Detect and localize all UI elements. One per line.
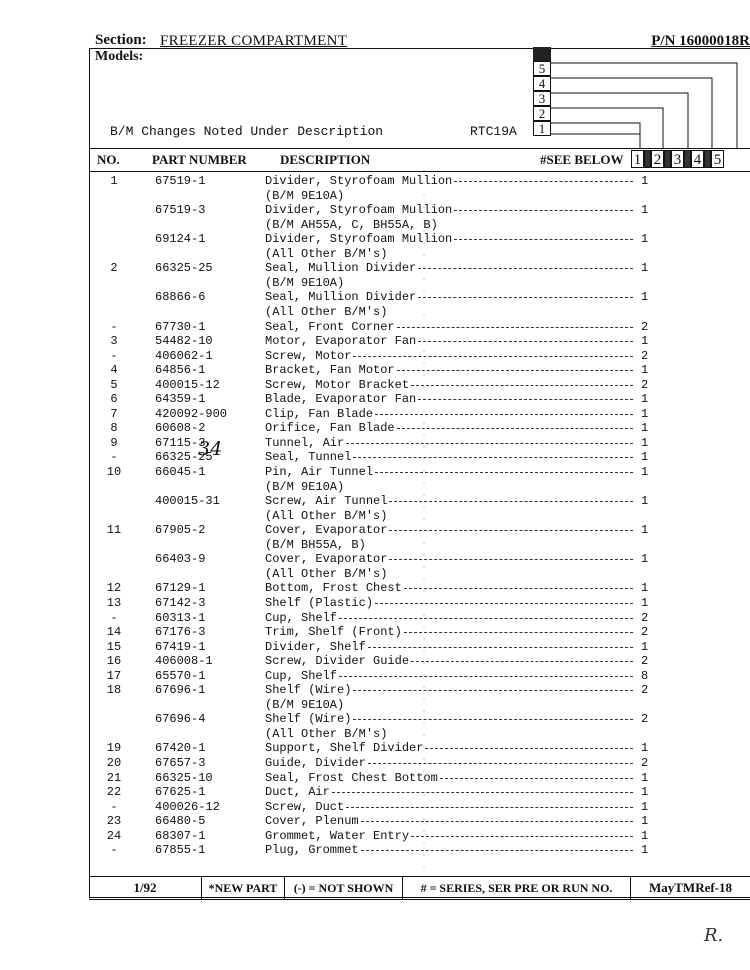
part-description: Bracket, Fan Motor (265, 363, 395, 378)
section-label: Section: (95, 32, 147, 48)
part-number: 68307-1 (155, 828, 206, 843)
part-description: Cover, Evaporator (265, 552, 388, 567)
table-row (0, 450, 750, 464)
quantity: 1 (641, 770, 649, 785)
series-box: 2 (533, 106, 551, 121)
quantity: 1 (641, 406, 649, 421)
item-number: 7 (110, 406, 118, 421)
table-row (0, 261, 750, 275)
leader-dashes (375, 603, 633, 604)
col-part-number: PART NUMBER (152, 152, 247, 167)
part-number: 67419-1 (155, 639, 206, 654)
leader-dashes (368, 763, 633, 764)
item-number: 11 (106, 523, 122, 538)
quantity: 1 (641, 363, 649, 378)
table-row (0, 741, 750, 755)
part-description: Screw, Divider Guide (265, 654, 410, 669)
part-number: 66325-10 (155, 770, 213, 785)
part-description: (B/M 9E10A) (265, 188, 345, 203)
leader-dashes (404, 632, 633, 633)
quantity: 1 (641, 828, 649, 843)
part-description: Orifice, Fan Blade (265, 421, 395, 436)
part-description: Duct, Air (265, 785, 330, 800)
part-number: 67142-3 (155, 595, 206, 610)
quantity: 1 (641, 232, 649, 247)
table-row (0, 378, 750, 392)
table-row (0, 363, 750, 377)
part-description: Grommet, Water Entry (265, 828, 410, 843)
leader-dashes (425, 748, 633, 749)
handwritten-note: 34 (198, 438, 223, 460)
table-row (0, 334, 750, 348)
item-number: - (110, 610, 118, 625)
part-description: Divider, Styrofoam Mullion (265, 174, 453, 188)
table-row (0, 290, 750, 304)
table-row (0, 203, 750, 217)
table-row (0, 712, 750, 726)
table-row (0, 320, 750, 334)
series-number: 2 (651, 150, 664, 168)
part-number: 66045-1 (155, 465, 206, 479)
item-number: - (110, 348, 118, 363)
quantity: 1 (641, 174, 649, 188)
quantity: 1 (641, 799, 649, 814)
quantity: 2 (641, 610, 649, 625)
table-row (0, 436, 750, 450)
table-row-note (0, 189, 750, 203)
series-number: 5 (711, 150, 724, 168)
quantity: 1 (641, 203, 649, 218)
leader-dashes (418, 341, 633, 342)
part-number: 64856-1 (155, 363, 206, 378)
item-number: 2 (110, 261, 118, 276)
table-row (0, 581, 750, 595)
part-number: 60608-2 (155, 421, 206, 436)
part-number: 66325-25 (155, 450, 213, 465)
part-number: 54482-10 (155, 334, 213, 349)
part-description: (B/M 9E10A) (265, 479, 345, 494)
item-number: 8 (110, 421, 118, 436)
series-box: 5 (533, 61, 551, 76)
part-description: (All Other B/M's) (265, 566, 388, 581)
table-row (0, 829, 750, 843)
part-number: 67519-3 (155, 203, 206, 218)
item-number: 23 (106, 814, 122, 829)
part-description: Trim, Shelf (Front) (265, 625, 402, 640)
quantity: 1 (641, 392, 649, 407)
item-number: 22 (106, 785, 122, 800)
part-description: (All Other B/M's) (265, 246, 388, 261)
part-number: 67420-1 (155, 741, 206, 756)
part-number: 67730-1 (155, 319, 206, 334)
item-number: - (110, 450, 118, 465)
quantity: 2 (641, 625, 649, 640)
table-row-note (0, 305, 750, 319)
series-divider (704, 150, 711, 168)
part-description: (All Other B/M's) (265, 726, 388, 741)
part-number: 400026-12 (155, 799, 220, 814)
table-row (0, 683, 750, 697)
footer-date: 1/92 (89, 877, 202, 899)
col-no: NO. (97, 152, 120, 167)
part-number: 67855-1 (155, 843, 206, 858)
table-row (0, 596, 750, 610)
part-description: Support, Shelf Divider (265, 741, 424, 756)
leader-dashes (440, 778, 633, 779)
series-divider (684, 150, 691, 168)
table-row (0, 611, 750, 625)
leader-dashes (346, 807, 633, 808)
model-code: RTC19A (470, 124, 517, 139)
col-description: DESCRIPTION (280, 152, 371, 167)
leader-dashes (418, 297, 633, 298)
part-description: Cup, Shelf (265, 610, 338, 625)
item-number: - (110, 843, 118, 858)
leader-dashes (389, 501, 633, 502)
footer-bar (89, 876, 750, 900)
table-row (0, 814, 750, 828)
table-row-note (0, 698, 750, 712)
part-description: (B/M 9E10A) (265, 697, 345, 712)
part-description: Cover, Evaporator (265, 523, 388, 538)
leader-dashes (353, 356, 633, 357)
leader-dashes (375, 414, 633, 415)
series-number: 3 (671, 150, 684, 168)
leader-dashes (353, 457, 633, 458)
table-row (0, 232, 750, 246)
part-description: (All Other B/M's) (265, 508, 388, 523)
quantity: 2 (641, 712, 649, 727)
quantity: 2 (641, 377, 649, 392)
table-row (0, 421, 750, 435)
part-description: Clip, Fan Blade (265, 406, 374, 421)
item-number: 13 (106, 595, 122, 610)
table-row (0, 349, 750, 363)
table-row (0, 392, 750, 406)
part-description: Shelf (Wire) (265, 712, 352, 727)
table-row (0, 174, 750, 188)
item-number: 17 (106, 668, 122, 683)
quantity: 1 (641, 741, 649, 756)
quantity: 1 (641, 523, 649, 538)
item-number: 5 (110, 377, 118, 392)
part-number: 67519-1 (155, 174, 206, 188)
part-number: 67625-1 (155, 785, 206, 800)
part-description: Plug, Grommet (265, 843, 359, 858)
part-number: 65570-1 (155, 668, 206, 683)
part-number: 60313-1 (155, 610, 206, 625)
quantity: 2 (641, 319, 649, 334)
quantity: 1 (641, 421, 649, 436)
part-number: 67129-1 (155, 581, 206, 596)
quantity: 2 (641, 683, 649, 698)
quantity: 1 (641, 814, 649, 829)
part-description: Seal, Frost Chest Bottom (265, 770, 438, 785)
part-number: 66325-25 (155, 261, 213, 276)
table-row (0, 669, 750, 683)
leader-dashes (411, 836, 633, 837)
leader-dashes (375, 472, 633, 473)
quantity: 1 (641, 435, 649, 450)
leader-dashes (397, 428, 633, 429)
part-number: 66480-5 (155, 814, 206, 829)
part-description: Screw, Motor (265, 348, 352, 363)
series-box: 3 (533, 91, 551, 106)
table-row-note (0, 567, 750, 581)
quantity: 2 (641, 348, 649, 363)
part-number: 64359-1 (155, 392, 206, 407)
part-description: (All Other B/M's) (265, 304, 388, 319)
item-number: 6 (110, 392, 118, 407)
series-box: 1 (533, 121, 551, 136)
part-number: 69124-1 (155, 232, 206, 247)
part-number: 67115-3 (155, 435, 206, 450)
table-row-note (0, 218, 750, 232)
item-number: - (110, 799, 118, 814)
part-description: Screw, Air Tunnel (265, 494, 388, 509)
leader-dashes (418, 268, 633, 269)
table-row-note (0, 509, 750, 523)
part-description: Divider, Styrofoam Mullion (265, 203, 453, 218)
part-number: 67657-3 (155, 756, 206, 770)
part-description: Seal, Mullion Divider (265, 290, 417, 305)
table-row (0, 785, 750, 799)
quantity: 1 (641, 494, 649, 509)
part-number: 67696-1 (155, 683, 206, 698)
quantity: 1 (641, 785, 649, 800)
part-description: Bottom, Frost Chest (265, 581, 402, 596)
leader-dashes (411, 661, 633, 662)
series-box: 4 (533, 76, 551, 91)
leader-dashes (346, 443, 633, 444)
part-number: 406008-1 (155, 654, 213, 669)
part-number: 400015-12 (155, 377, 220, 392)
item-number: 16 (106, 654, 122, 669)
part-description: Divider, Shelf (265, 639, 366, 654)
item-number: 9 (110, 435, 118, 450)
part-number: 406062-1 (155, 348, 213, 363)
item-number: 3 (110, 334, 118, 349)
item-number: 21 (106, 770, 122, 785)
part-number-title: P/N 16000018R (651, 33, 750, 49)
part-number: 68866-6 (155, 290, 206, 305)
quantity: 1 (641, 552, 649, 567)
table-row (0, 552, 750, 566)
quantity: 1 (641, 639, 649, 654)
part-description: Seal, Tunnel (265, 450, 352, 465)
table-row (0, 640, 750, 654)
leader-dashes (332, 792, 633, 793)
table-row (0, 771, 750, 785)
item-number: 24 (106, 828, 122, 843)
leader-dashes (353, 719, 633, 720)
footer-reference: MayTMRef-18 (648, 880, 733, 895)
part-description: Shelf (Plastic) (265, 595, 374, 610)
part-description: Screw, Motor Bracket (265, 377, 410, 392)
item-number: 15 (106, 639, 122, 654)
quantity: 8 (641, 668, 649, 683)
part-number: 66403-9 (155, 552, 206, 567)
quantity: 1 (641, 595, 649, 610)
series-number: 1 (631, 150, 644, 168)
col-see-below: #SEE BELOW (540, 152, 624, 167)
series-divider (664, 150, 671, 168)
leader-dashes (389, 530, 633, 531)
table-row (0, 800, 750, 814)
part-number: 420092-900 (155, 406, 228, 421)
part-description: Tunnel, Air (265, 435, 345, 450)
table-row (0, 843, 750, 857)
item-number: 20 (106, 756, 122, 770)
table-row-note (0, 727, 750, 741)
leader-dashes (454, 239, 633, 240)
leader-dashes (411, 385, 633, 386)
item-number: - (110, 319, 118, 334)
quantity: 1 (641, 290, 649, 305)
footer-new-part-legend: *NEW PART (202, 877, 285, 899)
part-description: (B/M AH55A, C, BH55A, B) (265, 217, 438, 232)
item-number: 1 (110, 174, 118, 188)
part-description: (B/M 9E10A) (265, 275, 345, 290)
leader-dashes (339, 676, 633, 677)
part-description: Divider, Styrofoam Mullion (265, 232, 453, 247)
part-number: 67905-2 (155, 523, 206, 538)
leader-dashes (404, 588, 633, 589)
quantity: 2 (641, 756, 649, 770)
quantity: 2 (641, 654, 649, 669)
table-row (0, 465, 750, 479)
item-number: 19 (106, 741, 122, 756)
part-description: Shelf (Wire) (265, 683, 352, 698)
part-description: Cup, Shelf (265, 668, 338, 683)
item-number: 12 (106, 581, 122, 596)
part-description: Seal, Front Corner (265, 319, 395, 334)
leader-dashes (389, 559, 633, 560)
table-row (0, 654, 750, 668)
item-number: 18 (106, 683, 122, 698)
corner-handwritten-mark: R. (704, 925, 724, 946)
section-title: FREEZER COMPARTMENT (160, 33, 348, 49)
part-number: 400015-31 (155, 494, 220, 509)
bm-changes-note: B/M Changes Noted Under Description (110, 124, 384, 139)
part-number: 67696-4 (155, 712, 206, 727)
table-row (0, 756, 750, 770)
leader-dashes (454, 210, 633, 211)
item-number: 4 (110, 363, 118, 378)
quantity: 1 (641, 465, 649, 479)
footer-not-shown-legend: (-) = NOT SHOWN (285, 877, 403, 899)
table-row (0, 625, 750, 639)
table-row-note (0, 538, 750, 552)
table-row (0, 407, 750, 421)
leader-dashes (361, 821, 633, 822)
table-row-note (0, 276, 750, 290)
table-row (0, 494, 750, 508)
quantity: 1 (641, 450, 649, 465)
leader-dashes (353, 690, 633, 691)
part-description: Motor, Evaporator Fan (265, 334, 417, 349)
leader-dashes (397, 327, 633, 328)
part-description: Screw, Duct (265, 799, 345, 814)
part-description: Pin, Air Tunnel (265, 465, 374, 479)
table-row-note (0, 480, 750, 494)
series-divider (644, 150, 651, 168)
table-row (0, 523, 750, 537)
quantity: 1 (641, 581, 649, 596)
part-description: Cover, Plenum (265, 814, 359, 829)
part-number: 67176-3 (155, 625, 206, 640)
item-number: 14 (106, 625, 122, 640)
table-row-note (0, 247, 750, 261)
models-label: Models: (95, 49, 144, 64)
leader-dashes (339, 618, 633, 619)
part-description: (B/M BH55A, B) (265, 537, 366, 552)
footer-series-legend: # = SERIES, SER PRE OR RUN NO. (403, 877, 631, 899)
quantity: 1 (641, 334, 649, 349)
series-number: 4 (691, 150, 704, 168)
leader-dashes (368, 647, 633, 648)
leader-dashes (454, 181, 633, 182)
leader-dashes (361, 850, 633, 851)
part-description: Blade, Evaporator Fan (265, 392, 417, 407)
item-number: 10 (106, 465, 122, 479)
part-description: Seal, Mullion Divider (265, 261, 417, 276)
quantity: 1 (641, 261, 649, 276)
part-description: Guide, Divider (265, 756, 366, 770)
quantity: 1 (641, 843, 649, 858)
leader-dashes (418, 399, 633, 400)
leader-dashes (397, 370, 633, 371)
